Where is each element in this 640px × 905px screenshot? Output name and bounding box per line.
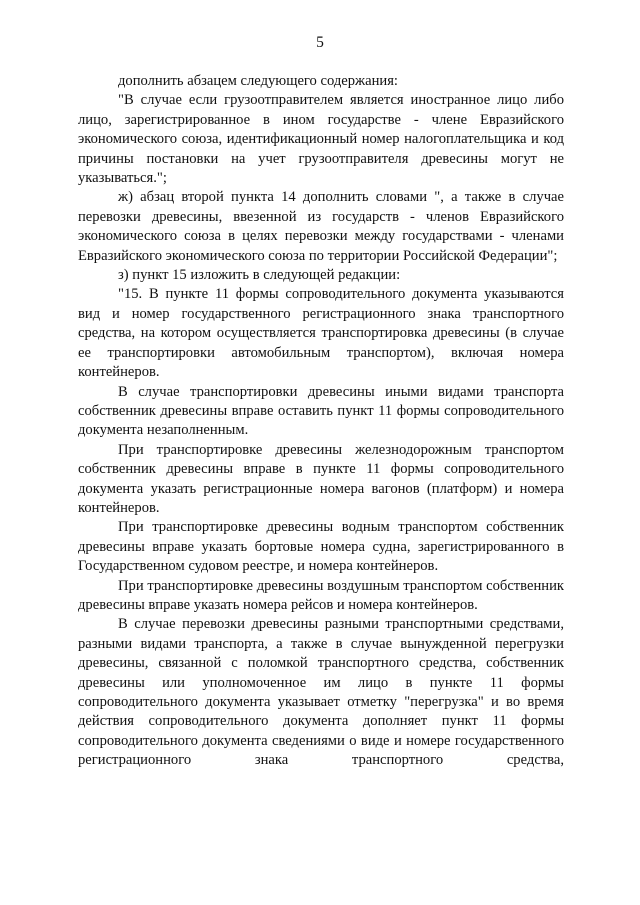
paragraph: "15. В пункте 11 формы сопроводительного документа указываются вид и номер государственного регистрационного знака транспортного средства, на котором осуществляется транспортировка древесины (в случае ее транспортировки автомобильным транспортом), включая номера контейнеров. <box>78 286 564 381</box>
paragraph: дополнить абзацем следующего содержания: <box>118 73 398 89</box>
document-body <box>78 72 564 771</box>
page-number: 5 <box>316 34 324 51</box>
paragraph: з) пункт 15 изложить в следующей редакции: <box>118 267 401 284</box>
paragraph: При транспортировке древесины воздушным транспортом собственник древесины вправе указать номера рейсов и номера контейнеров. <box>78 577 564 613</box>
paragraph: ж) абзац второй пункта 14 дополнить словами ", а также в случае перевозки древесины, ввезенной из государств - членов Евразийского экономического союза в целях перевозки между государствами - членами Евразийского экономического союза по территории Российской Федерации"; <box>78 189 564 264</box>
paragraph: В случае перевозки древесины разными транспортными средствами, разными видами транспорта, а также в случае вынужденной перегрузки древесины, связанной с поломкой транспортного средства, собственник древесины или уполномоченное им лицо в пункте 11 формы сопроводительного документа указывает отметку "перегрузка" и во время действия сопроводительного документа дополняет пункт 11 формы сопроводительного документа сведениями о виде и номере государственного регистрационного знака транспортного средства, <box>78 616 564 769</box>
paragraph: При транспортировке древесины железнодорожным транспортом собственник древесины вправе в пункте 11 формы сопроводительного документа указать регистрационные номера вагонов (платформ) и номера контейнеров. <box>78 441 564 516</box>
paragraph: "В случае если грузоотправителем является иностранное лицо либо лицо, зарегистрированное в ином государстве - члене Евразийского экономического союза, идентификационный номер налогоплательщика и код причины постановки на учет грузоотправителя древесины могут не указываться."; <box>78 92 564 187</box>
paragraph: В случае транспортировки древесины иными видами транспорта собственник древесины вправе оставить пункт 11 формы сопроводительного документа незаполненным. <box>78 383 564 439</box>
paragraph: При транспортировке древесины водным транспортом собственник древесины вправе указать бортовые номера судна, зарегистрированного в Государственном судовом реестре, и номера контейнеров. <box>78 519 564 575</box>
